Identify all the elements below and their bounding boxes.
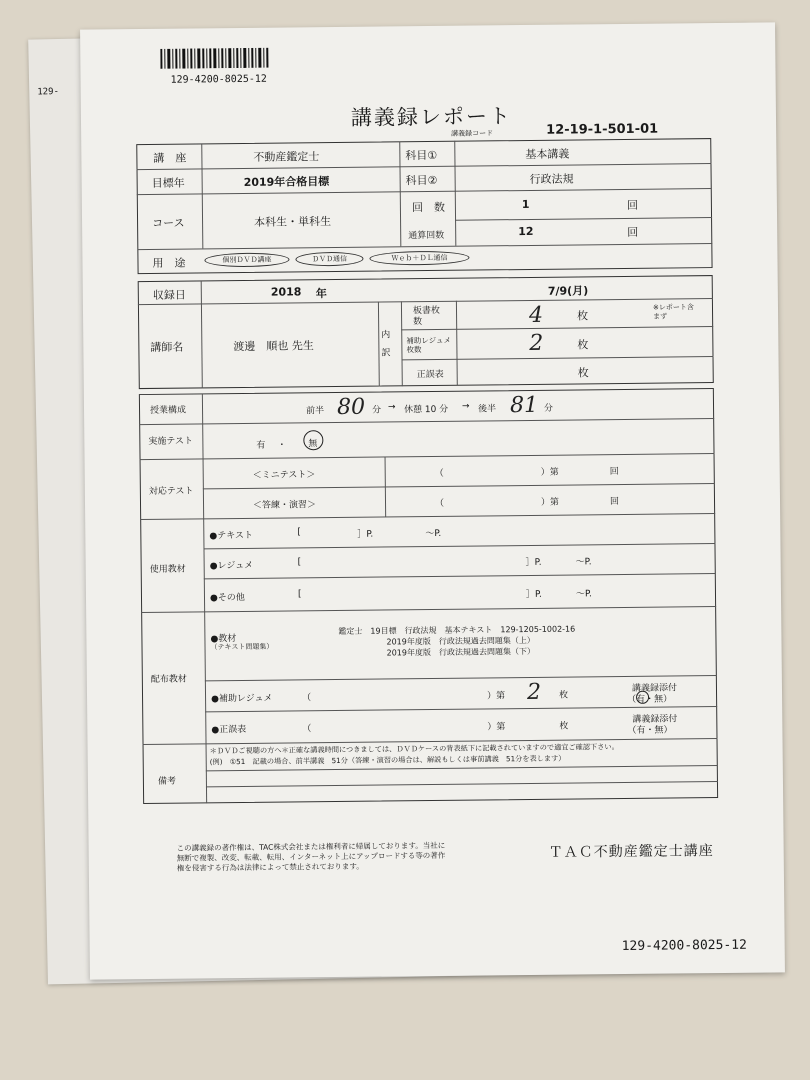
second-half-minute-unit: 分 bbox=[543, 403, 554, 414]
dist-resume-paren-open: （ bbox=[302, 693, 312, 704]
recording-date: 7/9(月) bbox=[547, 284, 589, 298]
instructor-label: 講師名 bbox=[150, 340, 184, 354]
structure-label: 授業構成 bbox=[149, 405, 187, 416]
target-label: 目標年 bbox=[151, 176, 185, 190]
usage-label: 用 途 bbox=[152, 256, 186, 270]
subject2-value: 行政法規 bbox=[529, 172, 574, 186]
first-half-minutes-handwritten: 80 bbox=[336, 394, 366, 420]
test-no: 無 bbox=[308, 439, 318, 450]
dist-resume-attach-options: （有・無） bbox=[627, 694, 673, 705]
lecture-report-sheet bbox=[80, 22, 785, 979]
arrow-1: → bbox=[387, 402, 396, 413]
break-text: 休憩 10 分 bbox=[403, 404, 449, 416]
dist-errata-label: ●正誤表 bbox=[211, 724, 247, 736]
count-label: 回 数 bbox=[411, 200, 445, 215]
barcode-icon bbox=[160, 48, 270, 69]
kouza-label: 講 座 bbox=[153, 151, 187, 165]
course-label: コース bbox=[152, 216, 185, 230]
report-title: 講義録レポート bbox=[350, 104, 513, 130]
kyozai-line-1: 鑑定士 19目標 行政法規 基本テキスト 129-1205-1002-16 bbox=[338, 624, 576, 636]
practice-paren-open: （ bbox=[434, 498, 445, 509]
first-half-minute-unit: 分 bbox=[371, 405, 382, 416]
usage-option-web-dl: Ｗｅｂ＋ＤＬ通信 bbox=[369, 251, 469, 266]
dist-resume-count-handwritten: 2 bbox=[526, 679, 542, 706]
text-bracket-close: ］P. bbox=[357, 529, 374, 540]
side-sheet-code: 129- bbox=[37, 87, 60, 98]
total-value: 12 bbox=[518, 224, 534, 239]
distributed-label: 配布教材 bbox=[150, 674, 187, 685]
resume-material-label: ●レジュメ bbox=[209, 560, 254, 572]
usage-option-dvd-course: 個別ＤＶＤ講座 bbox=[204, 252, 289, 267]
kyozai-sub: （テキスト問題集） bbox=[210, 642, 274, 652]
mini-test-kai: 回 bbox=[609, 467, 619, 478]
dist-errata-paren-close: ）第 bbox=[487, 722, 506, 733]
taiou-test-label: 対応テスト bbox=[148, 486, 194, 497]
board-unit: 枚 bbox=[577, 309, 589, 323]
other-bracket-open: [ bbox=[297, 589, 302, 600]
dist-errata-unit: 枚 bbox=[559, 721, 569, 732]
subject1-value: 基本講義 bbox=[525, 147, 570, 162]
total-unit: 回 bbox=[627, 225, 639, 239]
errata-label: 正誤表 bbox=[416, 369, 444, 381]
resume-count-handwritten: 2 bbox=[529, 330, 544, 356]
mini-test-paren-close: ）第 bbox=[540, 467, 559, 478]
total-label: 通算回数 bbox=[408, 230, 445, 242]
practice-label: ＜答練・演習＞ bbox=[252, 500, 317, 511]
resume-count-label: 補助レジュメ枚数 bbox=[406, 335, 452, 355]
mini-test-label: ＜ミニテスト＞ bbox=[252, 470, 316, 481]
recording-year-unit: 年 bbox=[315, 287, 327, 301]
materials-label: 使用教材 bbox=[149, 564, 186, 575]
instructor-name: 渡邊 順也 先生 bbox=[233, 339, 314, 354]
kyozai-line-2: 2019年度版 行政法規過去問題集（上） bbox=[386, 635, 535, 647]
practice-paren-close: ）第 bbox=[540, 497, 560, 508]
code-label: 講義録コード bbox=[451, 129, 494, 138]
dist-resume-unit: 枚 bbox=[558, 690, 569, 701]
text-bracket-open: [ bbox=[297, 527, 301, 538]
board-label: 板書枚数 bbox=[412, 305, 441, 328]
second-half-minutes-handwritten: 81 bbox=[509, 392, 539, 419]
remarks-note-1: ＊ＤＶＤご視聴の方へ＊正確な講義時間につきましては、ＤＶＤケースの背表紙下に記載されていますので適宜ご確認下さい。 bbox=[209, 742, 619, 756]
dist-errata-attach-options: （有・無） bbox=[627, 725, 673, 736]
dist-resume-attach-label: 講義録添付 bbox=[631, 683, 678, 694]
subject1-label: 科目① bbox=[405, 148, 438, 163]
second-half-label: 後半 bbox=[477, 404, 497, 415]
mini-test-paren-open: （ bbox=[434, 468, 444, 479]
board-note: ※レポート含まず bbox=[652, 303, 694, 321]
test-dot: ・ bbox=[277, 440, 287, 451]
resume-unit: 枚 bbox=[577, 338, 589, 352]
resume-range: ～P. bbox=[575, 557, 592, 568]
arrow-2: → bbox=[461, 401, 470, 412]
subject2-label: 科目② bbox=[405, 173, 438, 188]
text-range: ～P. bbox=[425, 528, 442, 540]
other-bracket-close: ］P. bbox=[525, 589, 542, 601]
practice-kai: 回 bbox=[609, 497, 620, 508]
test-label: 実施テスト bbox=[148, 436, 194, 447]
resume-bracket-close: ］P. bbox=[525, 557, 542, 569]
dist-errata-paren-open: （ bbox=[302, 724, 312, 735]
dist-resume-label: ●補助レジュメ bbox=[211, 693, 273, 705]
kouza-value: 不動産鑑定士 bbox=[253, 150, 320, 164]
first-half-label: 前半 bbox=[306, 406, 325, 417]
copyright-notice: この講義録の著作権は、TAC株式会社または権利者に帰属しております。当社に無断で複製、改変、転載、転用、インターネット上にアップロードする等の著作権を侵害する行為は法律によって禁止されております。 bbox=[176, 840, 446, 873]
remarks-note-2: (例) ①51 記載の場合、前半講義 51分（答練・演習の場合は、解説もしくは事前講義 51分を表します） bbox=[209, 753, 566, 767]
kyozai-line-3: 2019年度版 行政法規過去問題集（下） bbox=[386, 646, 535, 658]
footer-code: 129-4200-8025-12 bbox=[621, 937, 747, 955]
dist-errata-attach-label: 講義録添付 bbox=[632, 714, 678, 725]
board-count-handwritten: 4 bbox=[528, 302, 544, 328]
course-value: 本科生・単科生 bbox=[254, 215, 332, 229]
brand-name: ＴＡＣ不動産鑑定士講座 bbox=[548, 843, 714, 861]
other-range: ～P. bbox=[575, 589, 592, 600]
kyozai-label: ●教材 bbox=[210, 634, 237, 645]
dist-resume-paren-close: ）第 bbox=[486, 691, 506, 702]
test-yes: 有 bbox=[256, 440, 266, 451]
date-label: 収録日 bbox=[152, 288, 186, 302]
text-material-label: ●テキスト bbox=[209, 530, 254, 542]
barcode-number: 129-4200-8025-12 bbox=[170, 73, 267, 86]
code-value: 12-19-1-501-01 bbox=[546, 121, 659, 138]
target-value: 2019年合格目標 bbox=[243, 175, 330, 189]
other-material-label: ●その他 bbox=[209, 592, 245, 604]
recording-year: 2018 bbox=[270, 285, 302, 299]
remarks-label: 備考 bbox=[157, 776, 176, 787]
count-value: 1 bbox=[521, 197, 530, 212]
resume-bracket-open: [ bbox=[297, 557, 302, 568]
usage-option-dvd-mail: ＤＶＤ通信 bbox=[295, 252, 363, 267]
breakdown-label: 内訳 bbox=[381, 330, 391, 359]
errata-unit: 枚 bbox=[577, 366, 589, 380]
count-unit: 回 bbox=[626, 198, 638, 212]
